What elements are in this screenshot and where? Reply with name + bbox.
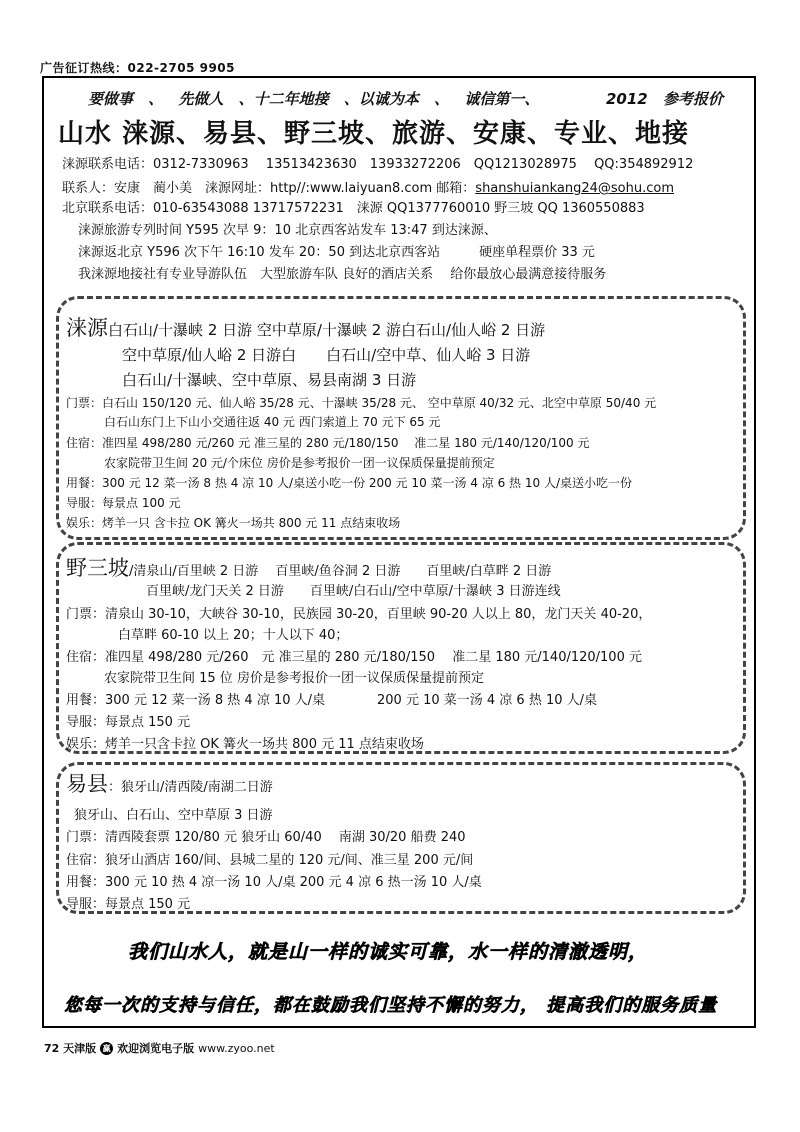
yesanpo-guide: 导服：每景点 150 元 <box>66 715 191 730</box>
yesanpo-lodging: 住宿：准四星 498/280 元/260 元 准三星的 280 元/180/150 准二星 180 元/140/120/100 元 <box>66 650 642 665</box>
yesanpo-title: 野三坡 <box>66 556 129 580</box>
laiyuan-title: 涞源 <box>66 316 108 340</box>
train-schedule-return: 涞源返北京 Y596 次下午 16:10 发车 20：50 到达北京西客站 硬座单程票价 33 元 <box>78 245 595 260</box>
footer-text: 欢迎浏览电子版 <box>117 1042 195 1055</box>
yesanpo-route-2: 百里峡/龙门天关 2 日游 百里峡/白石山/空中草原/十瀑峡 3 日游连线 <box>146 584 561 599</box>
yixian-tickets: 门票：清西陵套票 120/80 元 狼牙山 60/40 南湖 30/20 船费 240 <box>66 830 466 845</box>
contact-beijing-phones: 北京联系电话：010-63543088 13717572231 涞源 QQ1377760010 野三坡 QQ 1360550883 <box>62 201 645 216</box>
motto-line-2 <box>64 991 717 1017</box>
slogan-text: 要做事 、 先做人 、十二年地接 、以诚为本 、 诚信第一、 <box>88 90 540 108</box>
laiyuan-guide: 导服：每景点 100 元 <box>66 496 181 510</box>
laiyuan-route-1: 白石山/十瀑峡 2 日游 空中草原/十瀑峡 2 游白石山/仙人峪 2 日游 <box>108 321 546 339</box>
yixian-lodging: 住宿：狼牙山酒店 160/间、县城二星的 120 元/间、准三星 200 元/间 <box>66 853 474 868</box>
laiyuan-lodging: 住宿：准四星 498/280 元/260 元 准三星的 280 元/180/150 准二星 180 元/140/120/100 元 <box>66 436 590 450</box>
slogan <box>88 88 723 109</box>
publisher-logo-icon: 赢 <box>100 1042 113 1055</box>
service-promise: 我涞源地接社有专业导游队伍 大型旅游车队 良好的酒店关系 给你最放心最满意接待服务 <box>78 267 607 282</box>
yixian-title: 易县 <box>66 772 108 796</box>
laiyuan-tickets-2: 白石山东门上下山小交通往返 40 元 西门索道上 70 元下 65 元 <box>104 415 441 429</box>
train-schedule-outbound: 涞源旅游专列时间 Y595 次早 9：10 北京西客站发车 13:47 到达涞源、 <box>78 223 497 238</box>
headline: 山水 涞源、易县、野三坡、旅游、安康、专业、地接 <box>58 119 690 149</box>
yesanpo-tickets-2: 白草畔 60-10 以上 20；十人以下 40； <box>118 628 349 643</box>
motto-line-1 <box>128 937 648 964</box>
yesanpo-lodging-2: 农家院带卫生间 15 位 房价是参考报价一团一议保质保量提前预定 <box>104 671 484 686</box>
contact-laiyuan-phones: 涞源联系电话：0312-7330963 13513423630 13933272206 QQ1213028975 QQ:354892912 <box>62 157 694 172</box>
page-number: 72 天津版 <box>44 1042 97 1055</box>
contact-people <box>62 177 674 196</box>
yesanpo-title-row <box>66 552 551 582</box>
yesanpo-meals: 用餐：300 元 12 菜一汤 8 热 4 凉 10 人/桌 200 元 10 菜一汤 4 凉 6 热 10 人/桌 <box>66 693 598 708</box>
laiyuan-title-row <box>66 312 545 342</box>
laiyuan-tickets: 门票：白石山 150/120 元、仙人峪 35/28 元、十瀑峡 35/28 元、 空中草原 40/32 元、北空中草原 50/40 元 <box>66 396 657 410</box>
laiyuan-route-3: 白石山/十瀑峡、空中草原、易县南湖 3 日游 <box>122 371 417 389</box>
laiyuan-entertainment: 娱乐：烤羊一只 含卡拉 OK 篝火一场共 800 元 11 点结束收场 <box>66 516 401 530</box>
email-link[interactable]: shanshuiankang24@sohu.com <box>475 181 674 196</box>
laiyuan-meals: 用餐：300 元 12 菜一汤 8 热 4 凉 10 人/桌送小吃一份 200 元 10 菜一汤 4 凉 6 热 10 人/桌送小吃一份 <box>66 476 632 490</box>
motto-line-2-text: 您每一次的支持与信任，都在鼓励我们坚持不懈的努力， 提高我们的服务质量 <box>64 995 718 1016</box>
laiyuan-lodging-2: 农家院带卫生间 20 元/个床位 房价是参考报价一团一议保质保量提前预定 <box>104 456 495 470</box>
laiyuan-route-2: 空中草原/仙人峪 2 日游白 白石山/空中草、仙人峪 3 日游 <box>122 346 531 364</box>
yesanpo-route-1: /清泉山/百里峡 2 日游 百里峡/鱼谷洞 2 日游 百里峡/白草畔 2 日游 <box>129 564 552 579</box>
contact-people-text: 联系人：安康 蔺小美 涞源网址：http//:www.laiyuan8.com 邮箱： <box>62 181 476 196</box>
yixian-route-1: ：狼牙山/清西陵/南湖二日游 <box>108 780 273 795</box>
page-footer <box>44 1040 275 1056</box>
motto-line-1-text: 我们山水人，就是山一样的诚实可靠，水一样的清澈透明， <box>128 941 649 963</box>
ad-hotline: 广告征订热线：022-2705 9905 <box>40 61 236 75</box>
yixian-guide: 导服：每景点 150 元 <box>66 897 191 912</box>
slogan-quote: 2012 参考报价 <box>606 90 723 108</box>
yixian-title-row <box>66 768 273 798</box>
yesanpo-entertainment: 娱乐：烤羊一只含卡拉 OK 篝火一场共 800 元 11 点结束收场 <box>66 737 424 752</box>
footer-url[interactable]: www.zyoo.net <box>198 1041 275 1055</box>
yixian-meals: 用餐：300 元 10 热 4 凉一汤 10 人/桌 200 元 4 凉 6 热一汤 10 人/桌 <box>66 875 482 890</box>
yixian-route-2: 狼牙山、白石山、空中草原 3 日游 <box>74 808 273 823</box>
yesanpo-tickets: 门票：清泉山 30-10，大峡谷 30-10，民族园 30-20，百里峡 90-20 人以上 80，龙门天关 40-20， <box>66 607 652 622</box>
